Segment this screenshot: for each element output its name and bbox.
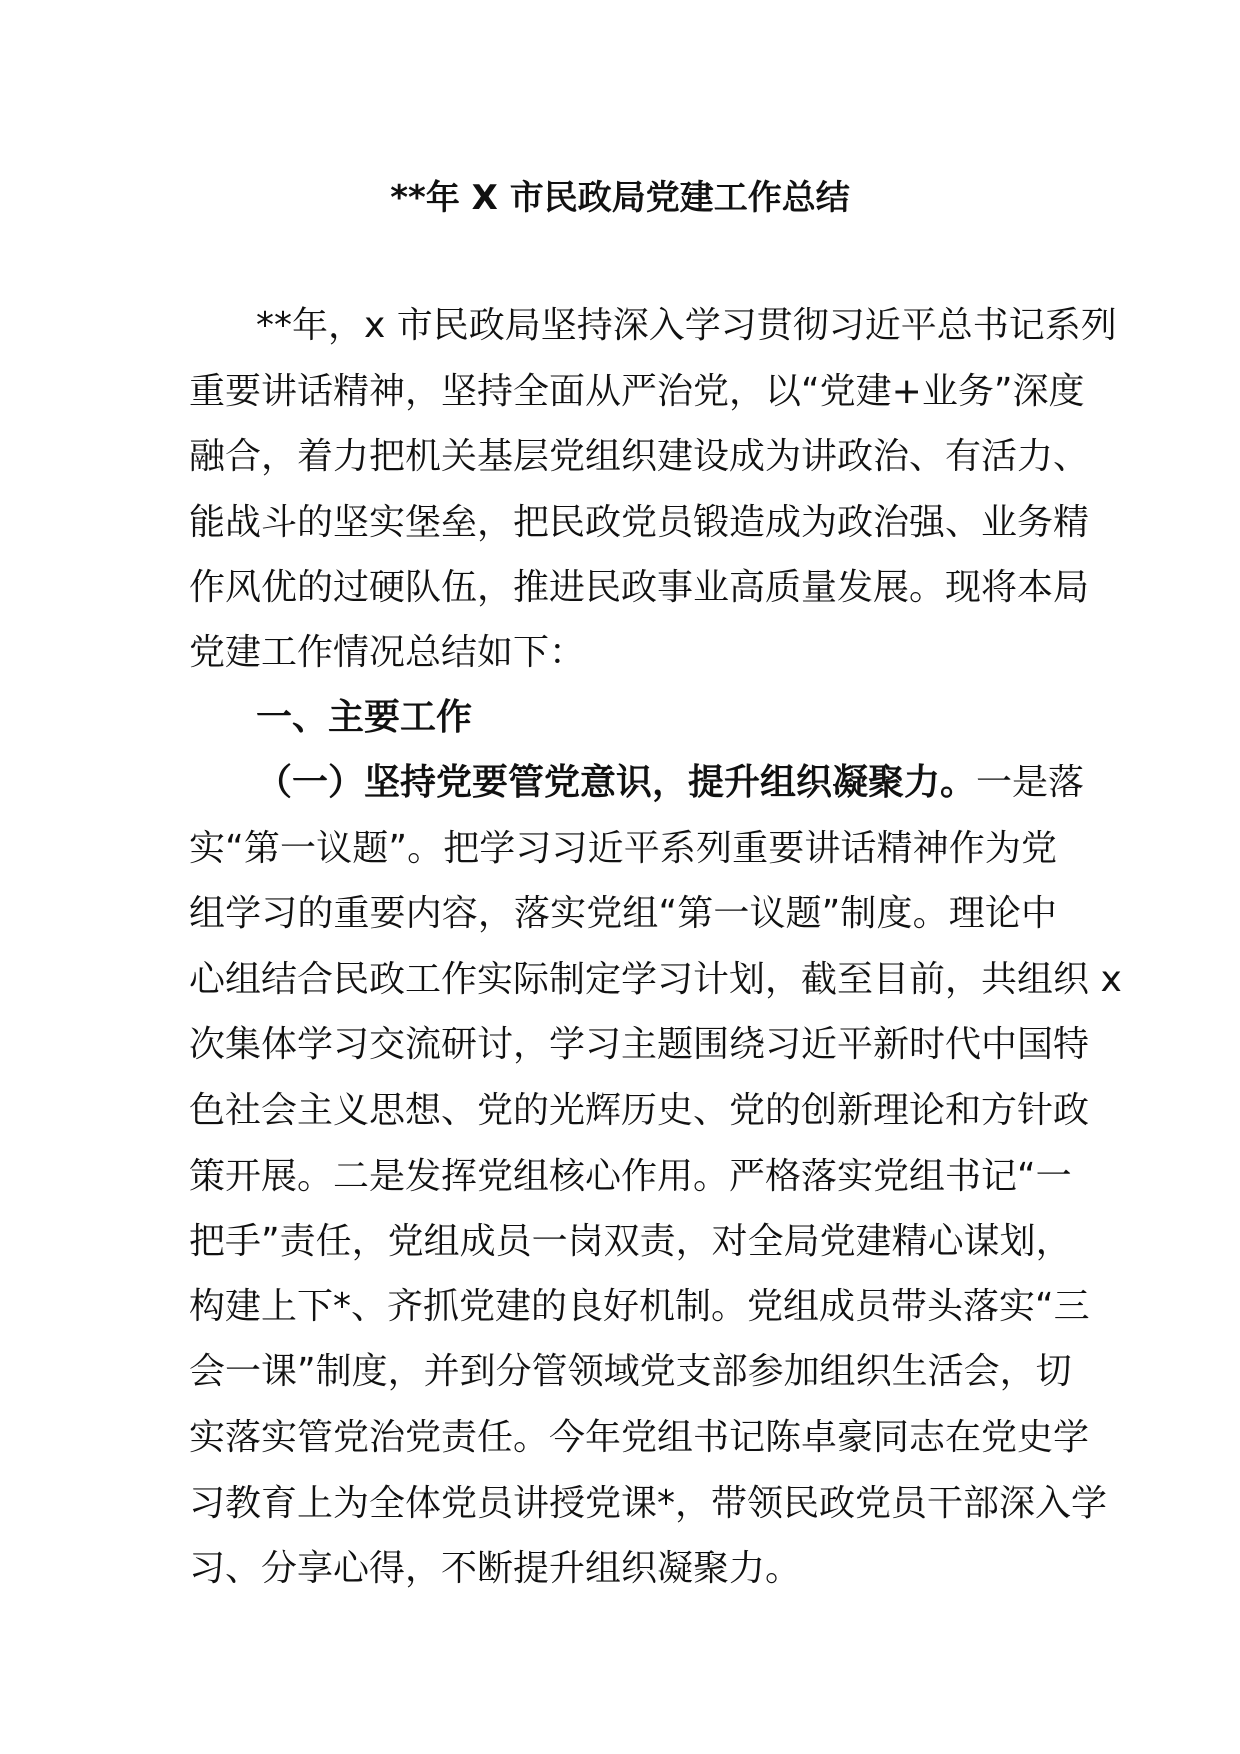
text-line [256, 293, 1117, 358]
text-line [189, 947, 1122, 1012]
text-segment: 能战斗的坚实堡垒，把民政党员锻造成为政治强、业务精 [189, 502, 1090, 543]
text-segment: 作风优的过硬队伍，推进民政事业高质量发展。现将本局 [189, 567, 1090, 608]
text-line [189, 881, 1057, 946]
bold-text: （一）坚持党要管党意识，提升组织凝聚力。 [256, 762, 977, 803]
text-line [189, 816, 1057, 881]
section-heading [256, 685, 1057, 750]
text-segment: 次集体学习交流研讨，学习主题围绕习近平新时代中国特 [189, 1024, 1090, 1065]
text-segment: 心组结合民政工作实际制定学习计划，截至目前，共组织 x [189, 959, 1122, 1000]
text-segment: 构建上下*、齐抓党建的良好机制。党组成员带头落实“三 [189, 1286, 1090, 1327]
text-line [189, 1471, 1108, 1536]
bold-text: 一、主要工作 [256, 697, 473, 738]
document-title: **年 X 市民政局党建工作总结 [390, 178, 850, 218]
text-line [189, 424, 1090, 489]
text-line [189, 1209, 1072, 1274]
text-segment: 习、分享心得，不断提升组织凝聚力。 [189, 1548, 802, 1589]
text-line [189, 490, 1090, 555]
text-line [189, 1339, 1072, 1404]
text-line [256, 750, 1085, 815]
text-line [189, 555, 1090, 620]
text-segment: 实“第一议题”。把学习习近平系列重要讲话精神作为党 [189, 828, 1057, 869]
text-segment: 习教育上为全体党员讲授党课*，带领民政党员干部深入学 [189, 1483, 1108, 1524]
text-line [189, 359, 1085, 424]
text-segment: 实落实管党治党责任。今年党组书记陈卓豪同志在党史学 [189, 1417, 1090, 1458]
text-segment: 组学习的重要内容，落实党组“第一议题”制度。理论中 [189, 893, 1057, 934]
text-line [189, 1405, 1090, 1470]
text-segment: 重要讲话精神，坚持全面从严治党，以“党建+业务”深度 [189, 371, 1085, 412]
text-line [189, 620, 1057, 685]
text-line [189, 1012, 1090, 1077]
text-segment: 融合，着力把机关基层党组织建设成为讲政治、有活力、 [189, 436, 1090, 477]
text-segment: 会一课”制度，并到分管领域党支部参加组织生活会，切 [189, 1351, 1072, 1392]
text-segment: 把手”责任，党组成员一岗双责，对全局党建精心谋划， [189, 1221, 1072, 1262]
text-line [189, 1274, 1090, 1339]
text-segment: 色社会主义思想、党的光辉历史、党的创新理论和方针政 [189, 1090, 1090, 1131]
text-line [189, 1144, 1072, 1209]
text-segment: **年，x 市民政局坚持深入学习贯彻习近平总书记系列 [256, 305, 1117, 346]
text-segment: 党建工作情况总结如下： [189, 632, 586, 673]
text-segment: 一是落 [976, 762, 1085, 803]
text-segment: 策开展。二是发挥党组核心作用。严格落实党组书记“一 [189, 1156, 1072, 1197]
text-line [189, 1078, 1090, 1143]
text-line [189, 1536, 1057, 1601]
